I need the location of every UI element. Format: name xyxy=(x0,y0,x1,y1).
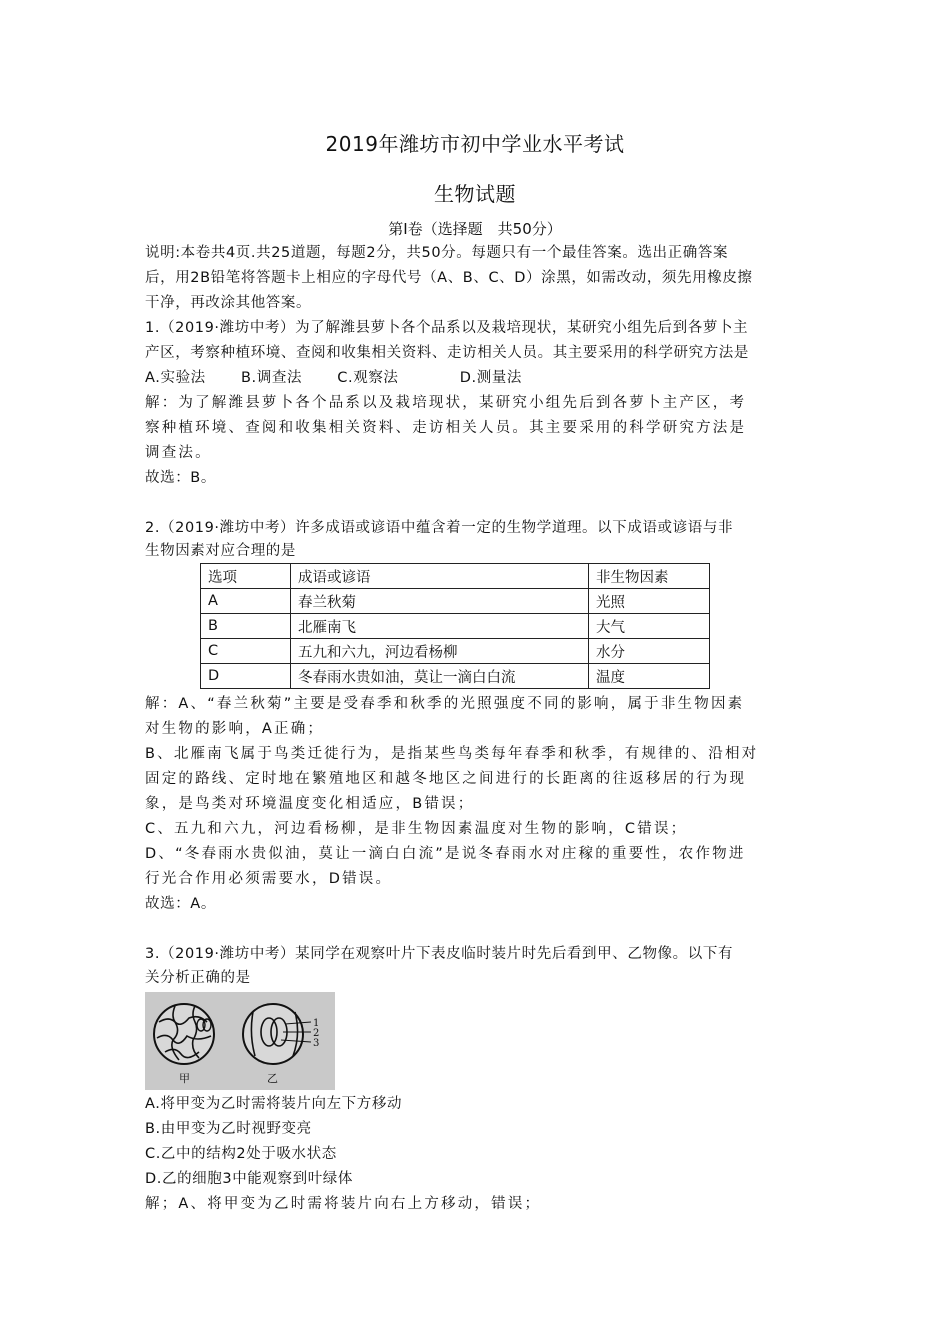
exam-title: 2019年潍坊市初中学业水平考试 xyxy=(325,132,625,156)
q3-option-c: C.乙中的结构2处于吸水状态 xyxy=(145,1146,337,1162)
q2-solution-line: 解：A、“春兰秋菊”主要是受春季和秋季的光照强度不同的影响，属于非生物因素 xyxy=(145,696,745,712)
q1-stem-line: 产区，考察种植环境、查阅和收集相关资料、走访相关人员。其主要采用的科学研究方法是 xyxy=(145,345,749,361)
q1-answer: 故选：B。 xyxy=(145,470,216,486)
table-cell: 温度 xyxy=(589,664,710,689)
table-row xyxy=(201,614,710,639)
table-header-row xyxy=(201,564,710,589)
table-header: 非生物因素 xyxy=(589,564,710,589)
q2-solution-line: C、五九和六九，河边看杨柳，是非生物因素温度对生物的影响，C错误； xyxy=(145,821,688,837)
q3-option-a: A.将甲变为乙时需将装片向左下方移动 xyxy=(145,1096,403,1112)
table-cell: 水分 xyxy=(589,639,710,664)
q2-solution-line: D、“冬春雨水贵似油，莫让一滴白白流”是说冬春雨水对庄稼的重要性，农作物进 xyxy=(145,846,746,862)
q1-options xyxy=(145,368,522,388)
q2-solution-line: B、北雁南飞属于鸟类迁徙行为，是指某些鸟类每年春季和秋季，有规律的、沿相对 xyxy=(145,746,759,762)
q1-stem-line: 1.（2019·潍坊中考）为了解潍县萝卜各个品系以及栽培现状，某研究小组先后到各萝卜主 xyxy=(145,320,749,336)
q2-solution-line: 固定的路线、定时地在繁殖地区和越冬地区之间进行的长距离的往返移居的行为现 xyxy=(145,771,747,787)
intro-line: 说明:本卷共4页.共25道题，每题2分，共50分。每题只有一个最佳答案。选出正确答案 xyxy=(145,245,729,261)
q3-option-b: B.由甲变为乙时视野变亮 xyxy=(145,1121,312,1137)
q2-solution-line: 对生物的影响，A正确； xyxy=(145,721,325,737)
figure-label-yi: 乙 xyxy=(267,1072,278,1085)
figure-marker-2: 2 xyxy=(313,1028,320,1039)
q2-answer: 故选：A。 xyxy=(145,896,216,912)
table-cell: 光照 xyxy=(589,589,710,614)
q2-stem-line: 2.（2019·潍坊中考）许多成语或谚语中蕴含着一定的生物学道理。以下成语或谚语与非 xyxy=(145,520,734,536)
exam-subtitle: 生物试题 xyxy=(434,182,516,206)
table-cell: 北雁南飞 xyxy=(291,614,589,639)
q2-stem-line: 生物因素对应合理的是 xyxy=(145,543,296,559)
table-row xyxy=(201,589,710,614)
table-row xyxy=(201,664,710,689)
figure-label-jia: 甲 xyxy=(179,1072,190,1085)
q1-solution-line: 解：为了解潍县萝卜各个品系以及栽培现状，某研究小组先后到各萝卜主产区，考 xyxy=(145,395,747,411)
microscope-figure xyxy=(145,992,335,1090)
figure-marker-1: 1 xyxy=(313,1018,320,1029)
figure-marker-3: 3 xyxy=(313,1038,320,1049)
q3-stem-line: 3.（2019·潍坊中考）某同学在观察叶片下表皮临时装片时先后看到甲、乙物像。以下有 xyxy=(145,946,734,962)
q1-option-a: A.实验法 xyxy=(145,370,206,386)
q1-option-d: D.测量法 xyxy=(459,370,523,386)
q3-option-d: D.乙的细胞3中能观察到叶绿体 xyxy=(145,1171,353,1187)
q2-options-table xyxy=(200,563,710,689)
q1-option-b: B.调查法 xyxy=(241,370,303,386)
table-cell: B xyxy=(201,614,291,639)
table-row xyxy=(201,639,710,664)
table-header: 成语或谚语 xyxy=(291,564,589,589)
microscope-views-image xyxy=(145,992,335,1090)
q1-solution-line: 调查法。 xyxy=(145,445,212,461)
table-cell: D xyxy=(201,664,291,689)
intro-line: 干净，再改涂其他答案。 xyxy=(145,295,312,311)
table-header: 选项 xyxy=(201,564,291,589)
q3-solution-line: 解；A、将甲变为乙时需将装片向右上方移动，错误； xyxy=(145,1196,542,1212)
table-cell: 春兰秋菊 xyxy=(291,589,589,614)
section-heading: 第Ⅰ卷（选择题 共50分） xyxy=(388,220,562,238)
table-cell: 五九和六九，河边看杨柳 xyxy=(291,639,589,664)
table-cell: 大气 xyxy=(589,614,710,639)
q3-stem-line: 关分析正确的是 xyxy=(145,970,251,986)
table-cell: 冬春雨水贵如油，莫让一滴白白流 xyxy=(291,664,589,689)
table-cell: C xyxy=(201,639,291,664)
intro-line: 后，用2B铅笔将答题卡上相应的字母代号（A、B、C、D）涂黑，如需改动，须先用橡皮擦 xyxy=(145,270,753,286)
q1-option-c: C.观察法 xyxy=(337,370,399,386)
table-cell: A xyxy=(201,589,291,614)
q2-solution-line: 行光合作用必须需要水，D错误。 xyxy=(145,871,393,887)
q1-solution-line: 察种植环境、查阅和收集相关资料、走访相关人员。其主要采用的科学研究方法是 xyxy=(145,420,747,436)
q2-solution-line: 象，是鸟类对环境温度变化相适应，B错误； xyxy=(145,796,475,812)
